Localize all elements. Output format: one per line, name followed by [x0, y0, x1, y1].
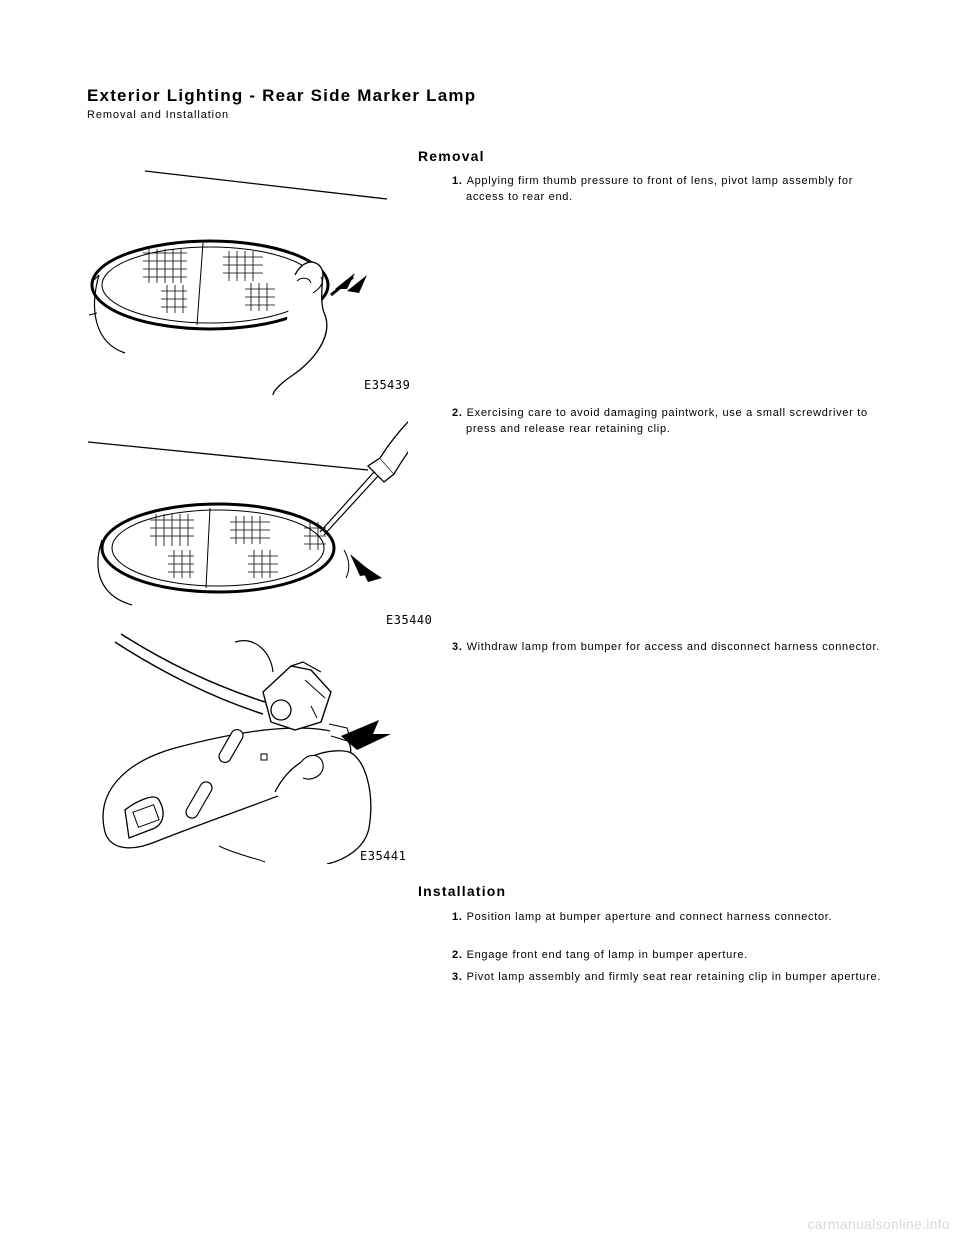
thumb-pressure-illustration	[85, 165, 395, 395]
step-number: 2.	[452, 949, 463, 961]
removal-step-1	[452, 173, 886, 205]
figure-thumb-pressure	[85, 165, 395, 395]
step-number: 1.	[452, 175, 463, 187]
step-text: Exercising care to avoid damaging paintwork, use a small screwdriver to press and release rear retaining clip.	[466, 407, 868, 435]
page-title: Exterior Lighting - Rear Side Marker Lamp	[87, 86, 477, 105]
step-text: Applying firm thumb pressure to front of lens, pivot lamp assembly for access to rear end.	[466, 175, 854, 203]
figure-harness-connector	[95, 632, 415, 864]
step-number: 1.	[452, 911, 463, 923]
removal-step-3	[452, 639, 886, 655]
figure-screwdriver	[88, 400, 408, 620]
screwdriver-illustration	[88, 400, 408, 620]
figure-label-e35441: E35441	[360, 849, 407, 863]
installation-step-1	[452, 909, 886, 925]
removal-step-2	[452, 405, 886, 437]
figure-label-e35439: E35439	[364, 378, 411, 392]
step-number: 3.	[452, 641, 463, 653]
page-subtitle: Removal and Installation	[87, 109, 230, 121]
step-number: 3.	[452, 971, 463, 983]
step-number: 2.	[452, 407, 463, 419]
figure-label-e35440: E35440	[386, 613, 433, 627]
step-text: Engage front end tang of lamp in bumper aperture.	[466, 949, 748, 961]
installation-heading: Installation	[418, 883, 507, 899]
watermark: carmanualsonline.info	[807, 1216, 950, 1232]
step-text: Pivot lamp assembly and firmly seat rear retaining clip in bumper aperture.	[466, 971, 882, 983]
harness-connector-illustration	[95, 632, 415, 864]
removal-heading: Removal	[418, 148, 485, 164]
step-text: Position lamp at bumper aperture and connect harness connector.	[466, 911, 833, 923]
step-text: Withdraw lamp from bumper for access and disconnect harness connector.	[466, 641, 880, 653]
installation-step-2	[452, 947, 886, 963]
installation-step-3	[452, 969, 886, 985]
